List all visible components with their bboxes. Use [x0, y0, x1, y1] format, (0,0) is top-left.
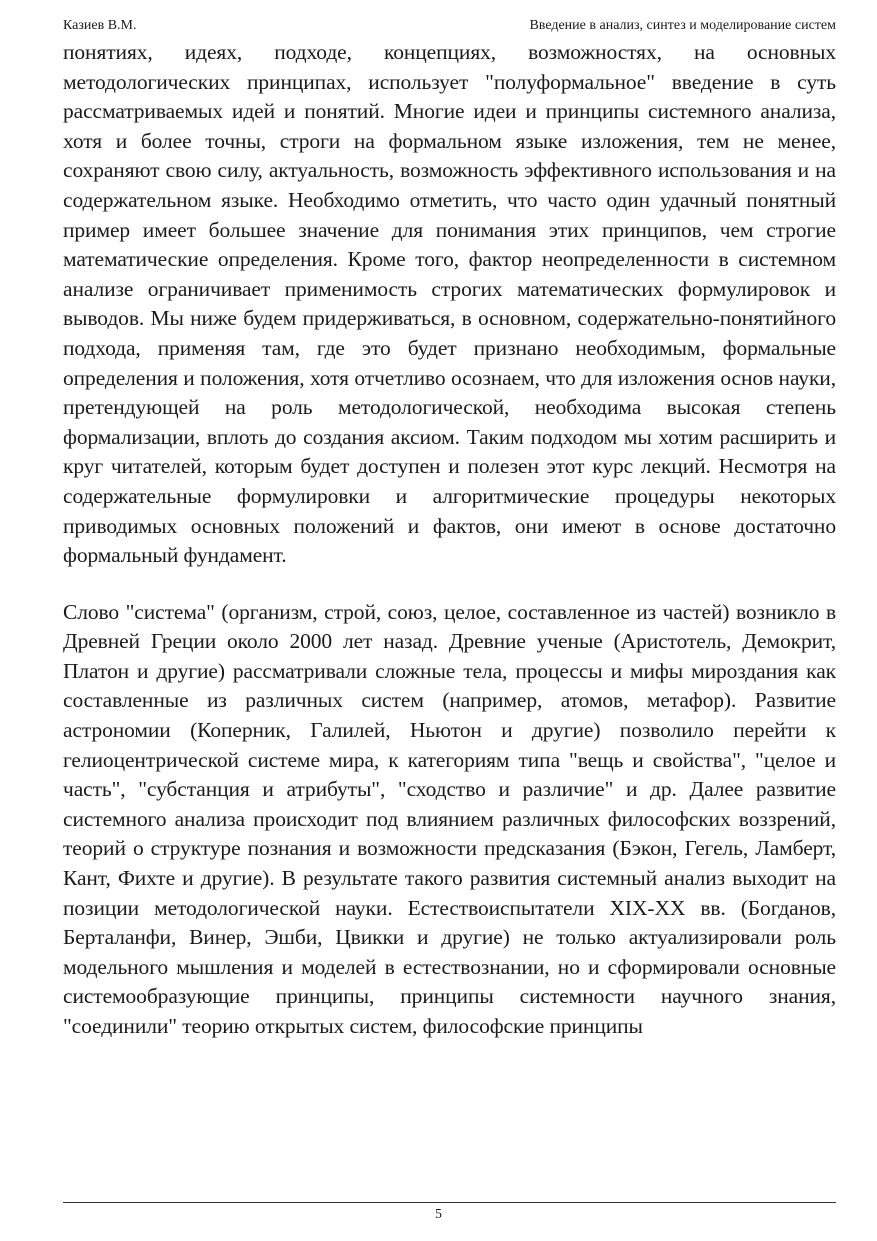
running-header — [63, 16, 836, 36]
page-number: 5 — [435, 1207, 442, 1222]
footer-divider — [63, 1202, 836, 1203]
body-text — [63, 38, 836, 1042]
header-author: Казиев В.М. — [63, 18, 137, 33]
header-book-title: Введение в анализ, синтез и моделирование систем — [529, 18, 836, 33]
paragraph-history: Слово "система" (организм, строй, союз, целое, составленное из частей) возникло в Древней Греции около 2000 лет назад. Древние ученые (Аристотель, Демокрит, Платон и другие) рассматривали сложные тела, процессы и мифы мироздания как составленные из различных систем (например, атомов, метафор). Развитие астрономии (Коперник, Галилей, Ньютон и другие) позволило перейти к гелиоцентрической системе мира, к категориям типа "вещь и свойства", "целое и часть", "субстанция и атрибуты", "сходство и различие" и др. Далее развитие системного анализа происходит под влиянием различных философских воззрений, теорий о структуре познания и возможности предсказания (Бэкон, Гегель, Ламберт, Кант, Фихте и другие). В результате такого развития системный анализ выходит на позиции методологической науки. Естествоиспытатели XIX-XX вв. (Богданов, Берталанфи, Винер, Эшби, Цвикки и другие) не только актуализировали роль модельного мышления и моделей в естествознании, но и сформировали основные системообразующие принципы, принципы системности научного знания, "соединили" теорию открытых систем, философские принципы — [63, 599, 836, 1038]
paragraph-continued: понятиях, идеях, подходе, концепциях, возможностях, на основных методологических принципах, использует "полуформальное" введение в суть рассматриваемых идей и понятий. Многие идеи и принципы системного анализа, хотя и более точны, строги на формальном языке изложения, тем не менее, сохраняют свою силу, актуальность, возможность эффективного использования и на содержательном языке. Необходимо отметить, что часто один удачный понятный пример имеет большее значение для понимания этих принципов, чем строгие математические определения. Кроме того, фактор неопределенности в системном анализе ограничивает применимость строгих математических формулировок и выводов. Мы ниже будем придерживаться, в основном, содержательно-понятийного подхода, применяя там, где это будет признано необходимым, формальные определения и положения, хотя отчетливо осознаем, что для изложения основ науки, претендующей на роль методологической, необходима высокая степень формализации, вплоть до создания аксиом. Таким подходом мы хотим расширить и круг читателей, которым будет доступен и полезен этот курс лекций. Несмотря на содержательные формулировки и алгоритмические процедуры некоторых приводимых основных положений и фактов, они имеют в основе достаточно формальный фундамент. — [63, 40, 836, 568]
